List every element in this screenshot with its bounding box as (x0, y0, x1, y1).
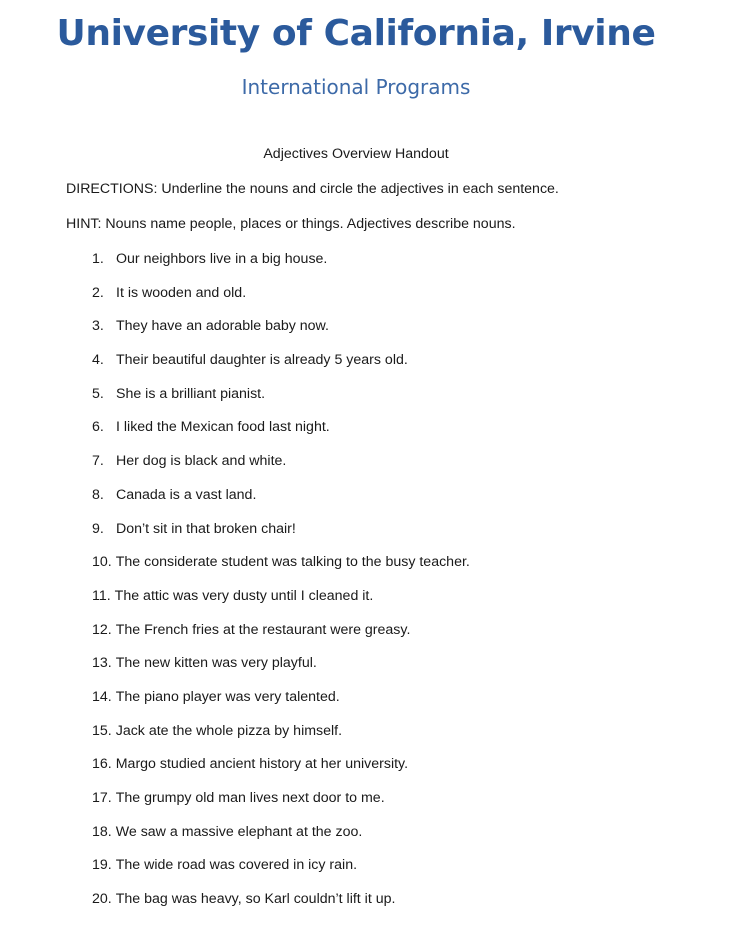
sentence-number: 16. (92, 756, 112, 773)
sentence-text: The piano player was very talented. (115, 688, 340, 705)
sentence-text: Canada is a vast land. (116, 486, 257, 503)
sentence-text: The considerate student was talking to the busy teacher. (115, 554, 470, 571)
sentence-text: Jack ate the whole pizza by himself. (115, 722, 343, 739)
department-subtitle: International Programs (241, 75, 471, 99)
sentence-number: 20. (92, 891, 112, 908)
sentence-number: 13. (92, 655, 112, 672)
sentence-text: Margo studied ancient history at her university. (115, 756, 409, 773)
hint-text: HINT: Nouns name people, places or things. Adjectives describe nouns. (66, 216, 516, 232)
sentence-text: I liked the Mexican food last night. (116, 419, 330, 436)
sentence-number: 11. (92, 587, 111, 604)
sentence-number: 4. (92, 352, 104, 369)
sentence-number: 19. (92, 857, 112, 874)
sentence-number: 7. (92, 453, 104, 470)
sentence-text: Our neighbors live in a big house. (116, 251, 328, 267)
sentence-number: 6. (92, 419, 104, 436)
sentence-number: 18. (92, 823, 112, 840)
sentence-text: Don’t sit in that broken chair! (116, 520, 296, 537)
sentence-number: 8. (92, 486, 104, 503)
sentence-number: 14. (92, 688, 112, 705)
sentence-text: Her dog is black and white. (116, 453, 287, 470)
sentence-text: Their beautiful daughter is already 5 years old. (116, 352, 408, 369)
sentence-text: The bag was heavy, so Karl couldn’t lift it up. (115, 891, 396, 908)
sentence-number: 17. (92, 790, 112, 806)
sentence-number: 12. (92, 621, 112, 638)
sentence-text: The grumpy old man lives next door to me. (115, 790, 385, 806)
sentence-text: The French fries at the restaurant were greasy. (115, 621, 411, 638)
sentence-text: We saw a massive elephant at the zoo. (115, 823, 363, 840)
sentence-text: She is a brilliant pianist. (116, 385, 266, 402)
sentence-text: The new kitten was very playful. (115, 655, 317, 672)
university-title: University of California, Irvine (56, 13, 656, 54)
sentence-text: They have an adorable baby now. (116, 318, 329, 335)
sentence-text: The wide road was covered in icy rain. (115, 857, 358, 874)
sentence-number: 9. (92, 520, 104, 537)
sentence-text: It is wooden and old. (116, 284, 247, 301)
directions-text: DIRECTIONS: Underline the nouns and circle the adjectives in each sentence. (66, 181, 559, 197)
sentence-number: 10. (92, 554, 112, 571)
sentence-text: The attic was very dusty until I cleaned it. (114, 587, 374, 604)
sentence-number: 5. (92, 385, 104, 402)
sentence-number: 15. (92, 722, 112, 739)
sentence-number: 1. (92, 251, 104, 267)
sentence-number: 3. (92, 318, 104, 335)
handout-title: Adjectives Overview Handout (263, 146, 449, 162)
sentence-number: 2. (92, 284, 104, 301)
